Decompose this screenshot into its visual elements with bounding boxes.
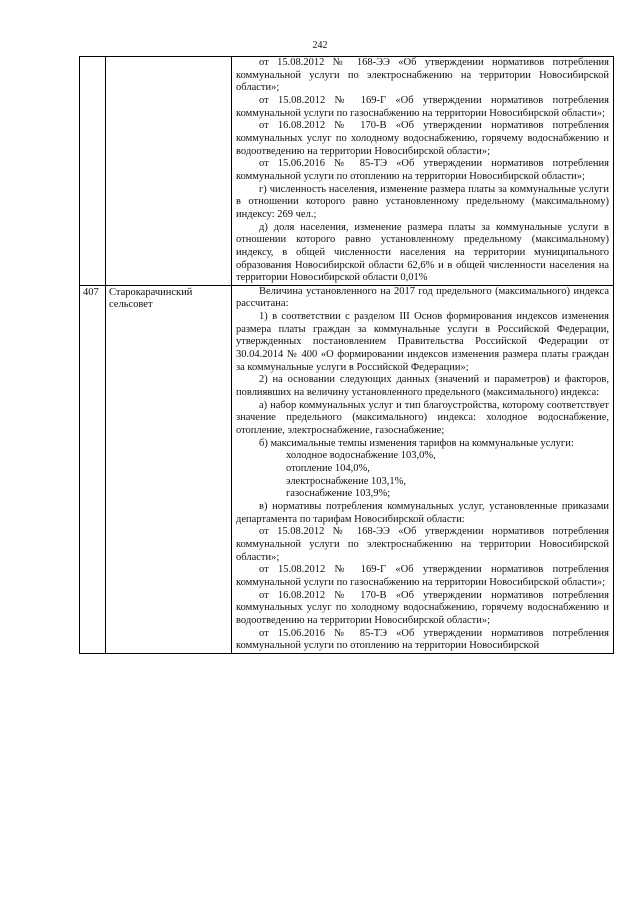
paragraph: в) нормативы потребления коммунальных услуг, установленные приказами департамента по тарифам Новосибирской области: [236, 500, 609, 525]
paragraph: от 16.08.2012 № 170-В «Об утверждении нормативов потребления коммунальных услуг по холодному водоснабжению, горячему водоснабжению и водоотведению на территории Новосибирской области»; [236, 589, 609, 626]
list-item: отопление 104,0%, [286, 463, 370, 474]
paragraph: от 15.08.2012 № 168-ЭЭ «Об утверждении нормативов потребления коммунальной услуги по электроснабжению на территории Новосибирской области»; [236, 57, 609, 94]
paragraph: б) максимальные темпы изменения тарифов на коммунальные услуги: [259, 437, 574, 449]
row-number-cell [80, 57, 106, 286]
paragraph: от 16.08.2012 № 170-В «Об утверждении нормативов потребления коммунальных услуг по холодному водоснабжению, горячему водоснабжению и водоотведению на территории Новосибирской области»; [236, 120, 609, 157]
paragraph: от 15.08.2012 № 168-ЭЭ «Об утверждении нормативов потребления коммунальной услуги по электроснабжению на территории Новосибирской области»; [236, 526, 609, 563]
document-table [79, 56, 614, 654]
row-number-cell: 407 [80, 285, 106, 653]
description-cell [232, 57, 614, 286]
paragraph: от 15.06.2016 № 85-ТЭ «Об утверждении нормативов потребления коммунальной услуги по отоплению на территории Новосибирской области»; [236, 158, 609, 182]
list-item: холодное водоснабжение 103,0%, [286, 450, 436, 462]
table-row [80, 285, 614, 653]
municipality-name-cell [106, 57, 232, 286]
paragraph: от 15.08.2012 № 169-Г «Об утверждении нормативов потребления коммунальной услуги по газоснабжению на территории Новосибирской области»; [236, 564, 609, 588]
description-cell [232, 285, 614, 653]
page-number: 242 [312, 40, 328, 51]
paragraph: Величина установленного на 2017 год предельного (максимального) индекса рассчитана: [236, 285, 609, 310]
paragraph: д) доля населения, изменение размера платы за коммунальные услуги в отношении которого равно установленному предельному (максимальному) индексу, в общей численности населения на территории муниципального образования Новосибирской области 62,6% и в общей численности населения на территории Новосибирской области 0,01% [236, 221, 609, 284]
paragraph: от 15.06.2016 № 85-ТЭ «Об утверждении нормативов потребления коммунальной услуги по отоплению на территории Новосибирской [236, 627, 609, 652]
paragraph: от 15.08.2012 № 169-Г «Об утверждении нормативов потребления коммунальной услуги по газоснабжению на территории Новосибирской области»; [236, 94, 609, 119]
municipality-name-cell: Старокарачинский сельсовет [106, 285, 232, 653]
table-row [80, 57, 614, 286]
paragraph: а) набор коммунальных услуг и тип благоустройства, которому соответствует значение предельного (максимального) индекса: холодное водоснабжение, отопление, электроснабжение, газоснабжение; [236, 399, 609, 437]
list-item: электроснабжение 103,1%, [286, 475, 406, 487]
paragraph: 1) в соответствии с разделом III Основ формирования индексов изменения размера платы граждан за коммунальные услуги в Российской Федерации, утвержденных постановлением Правительства Российской Федерации от 30.04.2014 № 400 «О формировании индексов изменения размера платы граждан за коммунальные услуги в Российской Федерации»; [236, 311, 609, 373]
list-item: газоснабжение 103,9%; [286, 488, 391, 500]
paragraph: 2) на основании следующих данных (значений и параметров) и факторов, повлиявших на величину установленного предельного (максимального) индекса: [236, 374, 609, 399]
paragraph: г) численность населения, изменение размера платы за коммунальные услуги в отношении которого равно установленному предельному (максимальному) индексу: 269 чел.; [236, 183, 609, 220]
